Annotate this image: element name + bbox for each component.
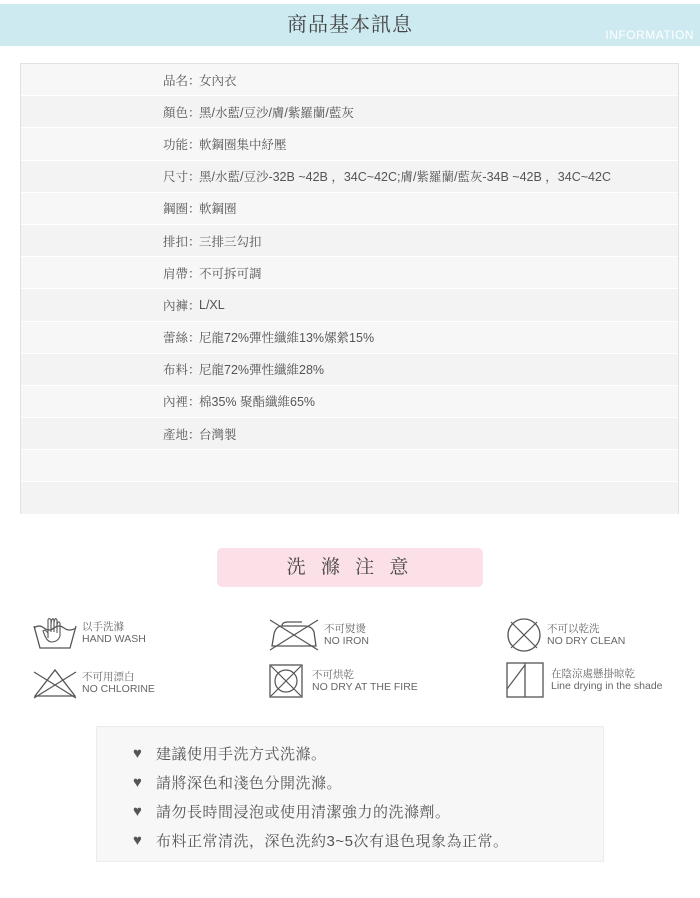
- care-line-dry-shade: [505, 661, 663, 699]
- spec-colon: ：: [188, 363, 201, 378]
- care-label-zh: 不可熨燙: [324, 622, 366, 635]
- spec-colon: ：: [188, 395, 201, 410]
- spec-key: 內裡: [162, 395, 188, 410]
- care-no-iron: [268, 618, 369, 652]
- spec-key: 肩帶: [162, 266, 188, 281]
- spec-key: 產地: [162, 427, 188, 442]
- page-subtitle: INFORMATION: [605, 28, 694, 42]
- care-no-tumble-dry: [268, 663, 418, 699]
- spec-row-empty: [21, 482, 678, 514]
- spec-colon: ：: [188, 427, 201, 442]
- spec-value: 三排三勾扣: [199, 234, 262, 249]
- spec-colon: ：: [188, 298, 201, 313]
- care-label-en: Line drying in the shade: [551, 680, 663, 692]
- spec-key: 顏色: [162, 105, 188, 120]
- spec-key: 排扣: [162, 234, 188, 249]
- spec-colon: ：: [188, 137, 201, 152]
- care-label-en: HAND WASH: [82, 633, 146, 645]
- spec-row-fabric: [21, 354, 678, 386]
- care-label-en: NO CHLORINE: [82, 683, 155, 695]
- no-tumble-dry-icon: [268, 663, 304, 699]
- care-label-en: NO DRY CLEAN: [547, 635, 626, 647]
- spec-row-empty: [21, 450, 678, 482]
- care-hand-wash: [32, 614, 146, 652]
- spec-value: 女內衣: [199, 73, 237, 88]
- spec-key: 鋼圈: [162, 202, 188, 217]
- heart-icon: ♥: [133, 774, 143, 791]
- spec-row-size: [21, 161, 678, 193]
- spec-row-lace: [21, 322, 678, 354]
- spec-row-origin: [21, 418, 678, 450]
- note-item: [97, 797, 603, 826]
- no-chlorine-icon: [32, 666, 78, 700]
- spec-value: 尼龍72%彈性纖維28%: [199, 363, 325, 378]
- spec-key: 品名: [162, 73, 188, 88]
- care-label: [324, 623, 369, 648]
- spec-value: 尼龍72%彈性纖維13%嫘縈15%: [199, 331, 375, 346]
- spec-value: 黑/水藍/豆沙-32B ~42B ，34C~42C;膚/紫羅蘭/藍灰-34B ~42B ，34C~42C: [199, 170, 611, 185]
- spec-colon: ：: [188, 331, 201, 346]
- spec-value: 不可拆可調: [199, 266, 262, 281]
- spec-row-name: [21, 64, 678, 96]
- heart-icon: ♥: [133, 803, 143, 820]
- spec-row-straps: [21, 257, 678, 289]
- spec-key: 內褲: [162, 298, 188, 313]
- spec-colon: ：: [188, 234, 201, 249]
- spec-colon: ：: [188, 202, 201, 217]
- care-label-zh: 在陰涼處懸掛晾乾: [551, 667, 635, 680]
- spec-colon: ：: [188, 73, 201, 88]
- spec-row-hooks: [21, 225, 678, 257]
- spec-value: 軟鋼圈集中紓壓: [199, 137, 287, 152]
- spec-table: [20, 63, 679, 514]
- spec-colon: ：: [188, 170, 201, 185]
- spec-value: 台灣製: [199, 427, 237, 442]
- care-label-zh: 不可烘乾: [312, 668, 354, 681]
- spec-row-panties: [21, 289, 678, 321]
- spec-value: 黑/水藍/豆沙/膚/紫羅蘭/藍灰: [199, 105, 354, 120]
- note-text: 布料正常清洗，深色洗約3~5次有退色現象為正常。: [156, 833, 509, 850]
- hand-wash-icon: [32, 614, 78, 652]
- spec-key: 布料: [162, 363, 188, 378]
- care-label: [551, 668, 663, 693]
- note-text: 請將深色和淺色分開洗滌。: [156, 775, 343, 792]
- no-iron-icon: [268, 618, 320, 652]
- note-item: [97, 826, 603, 855]
- spec-key: 功能: [162, 137, 188, 152]
- wash-section-title: 洗 滌 注 意: [217, 548, 483, 587]
- spec-value: L/XL: [199, 297, 225, 312]
- care-label-zh: 以手洗滌: [82, 620, 124, 633]
- note-item: [97, 768, 603, 797]
- note-item: [97, 739, 603, 768]
- heart-icon: ♥: [133, 745, 143, 762]
- care-label: [547, 623, 625, 648]
- spec-value: 棉35% 聚酯纖維65%: [199, 395, 316, 410]
- care-label: [312, 669, 418, 694]
- spec-row-underwire: [21, 193, 678, 225]
- spec-row-function: [21, 128, 678, 160]
- spec-row-lining: [21, 386, 678, 418]
- care-label-zh: 不可以乾洗: [547, 622, 600, 635]
- spec-row-color: [21, 96, 678, 128]
- no-dry-clean-icon: [505, 616, 543, 654]
- care-no-chlorine: [32, 666, 155, 700]
- spec-colon: ：: [188, 266, 201, 281]
- spec-key: 尺寸: [162, 170, 188, 185]
- care-label-zh: 不可用漂白: [82, 670, 135, 683]
- wash-notes: [96, 726, 604, 862]
- note-text: 請勿長時間浸泡或使用清潔強力的洗滌劑。: [156, 804, 451, 821]
- line-dry-shade-icon: [505, 661, 545, 699]
- care-label: [82, 621, 146, 646]
- care-label: [82, 671, 155, 696]
- care-label-en: NO IRON: [324, 635, 369, 647]
- spec-colon: ：: [188, 105, 201, 120]
- spec-value: 軟鋼圈: [199, 202, 237, 217]
- page-title: 商品基本訊息: [287, 14, 413, 36]
- care-label-en: NO DRY AT THE FIRE: [312, 681, 418, 693]
- note-text: 建議使用手洗方式洗滌。: [156, 746, 327, 763]
- heart-icon: ♥: [133, 832, 143, 849]
- care-no-dry-clean: [505, 616, 625, 654]
- spec-key: 蕾絲: [162, 331, 188, 346]
